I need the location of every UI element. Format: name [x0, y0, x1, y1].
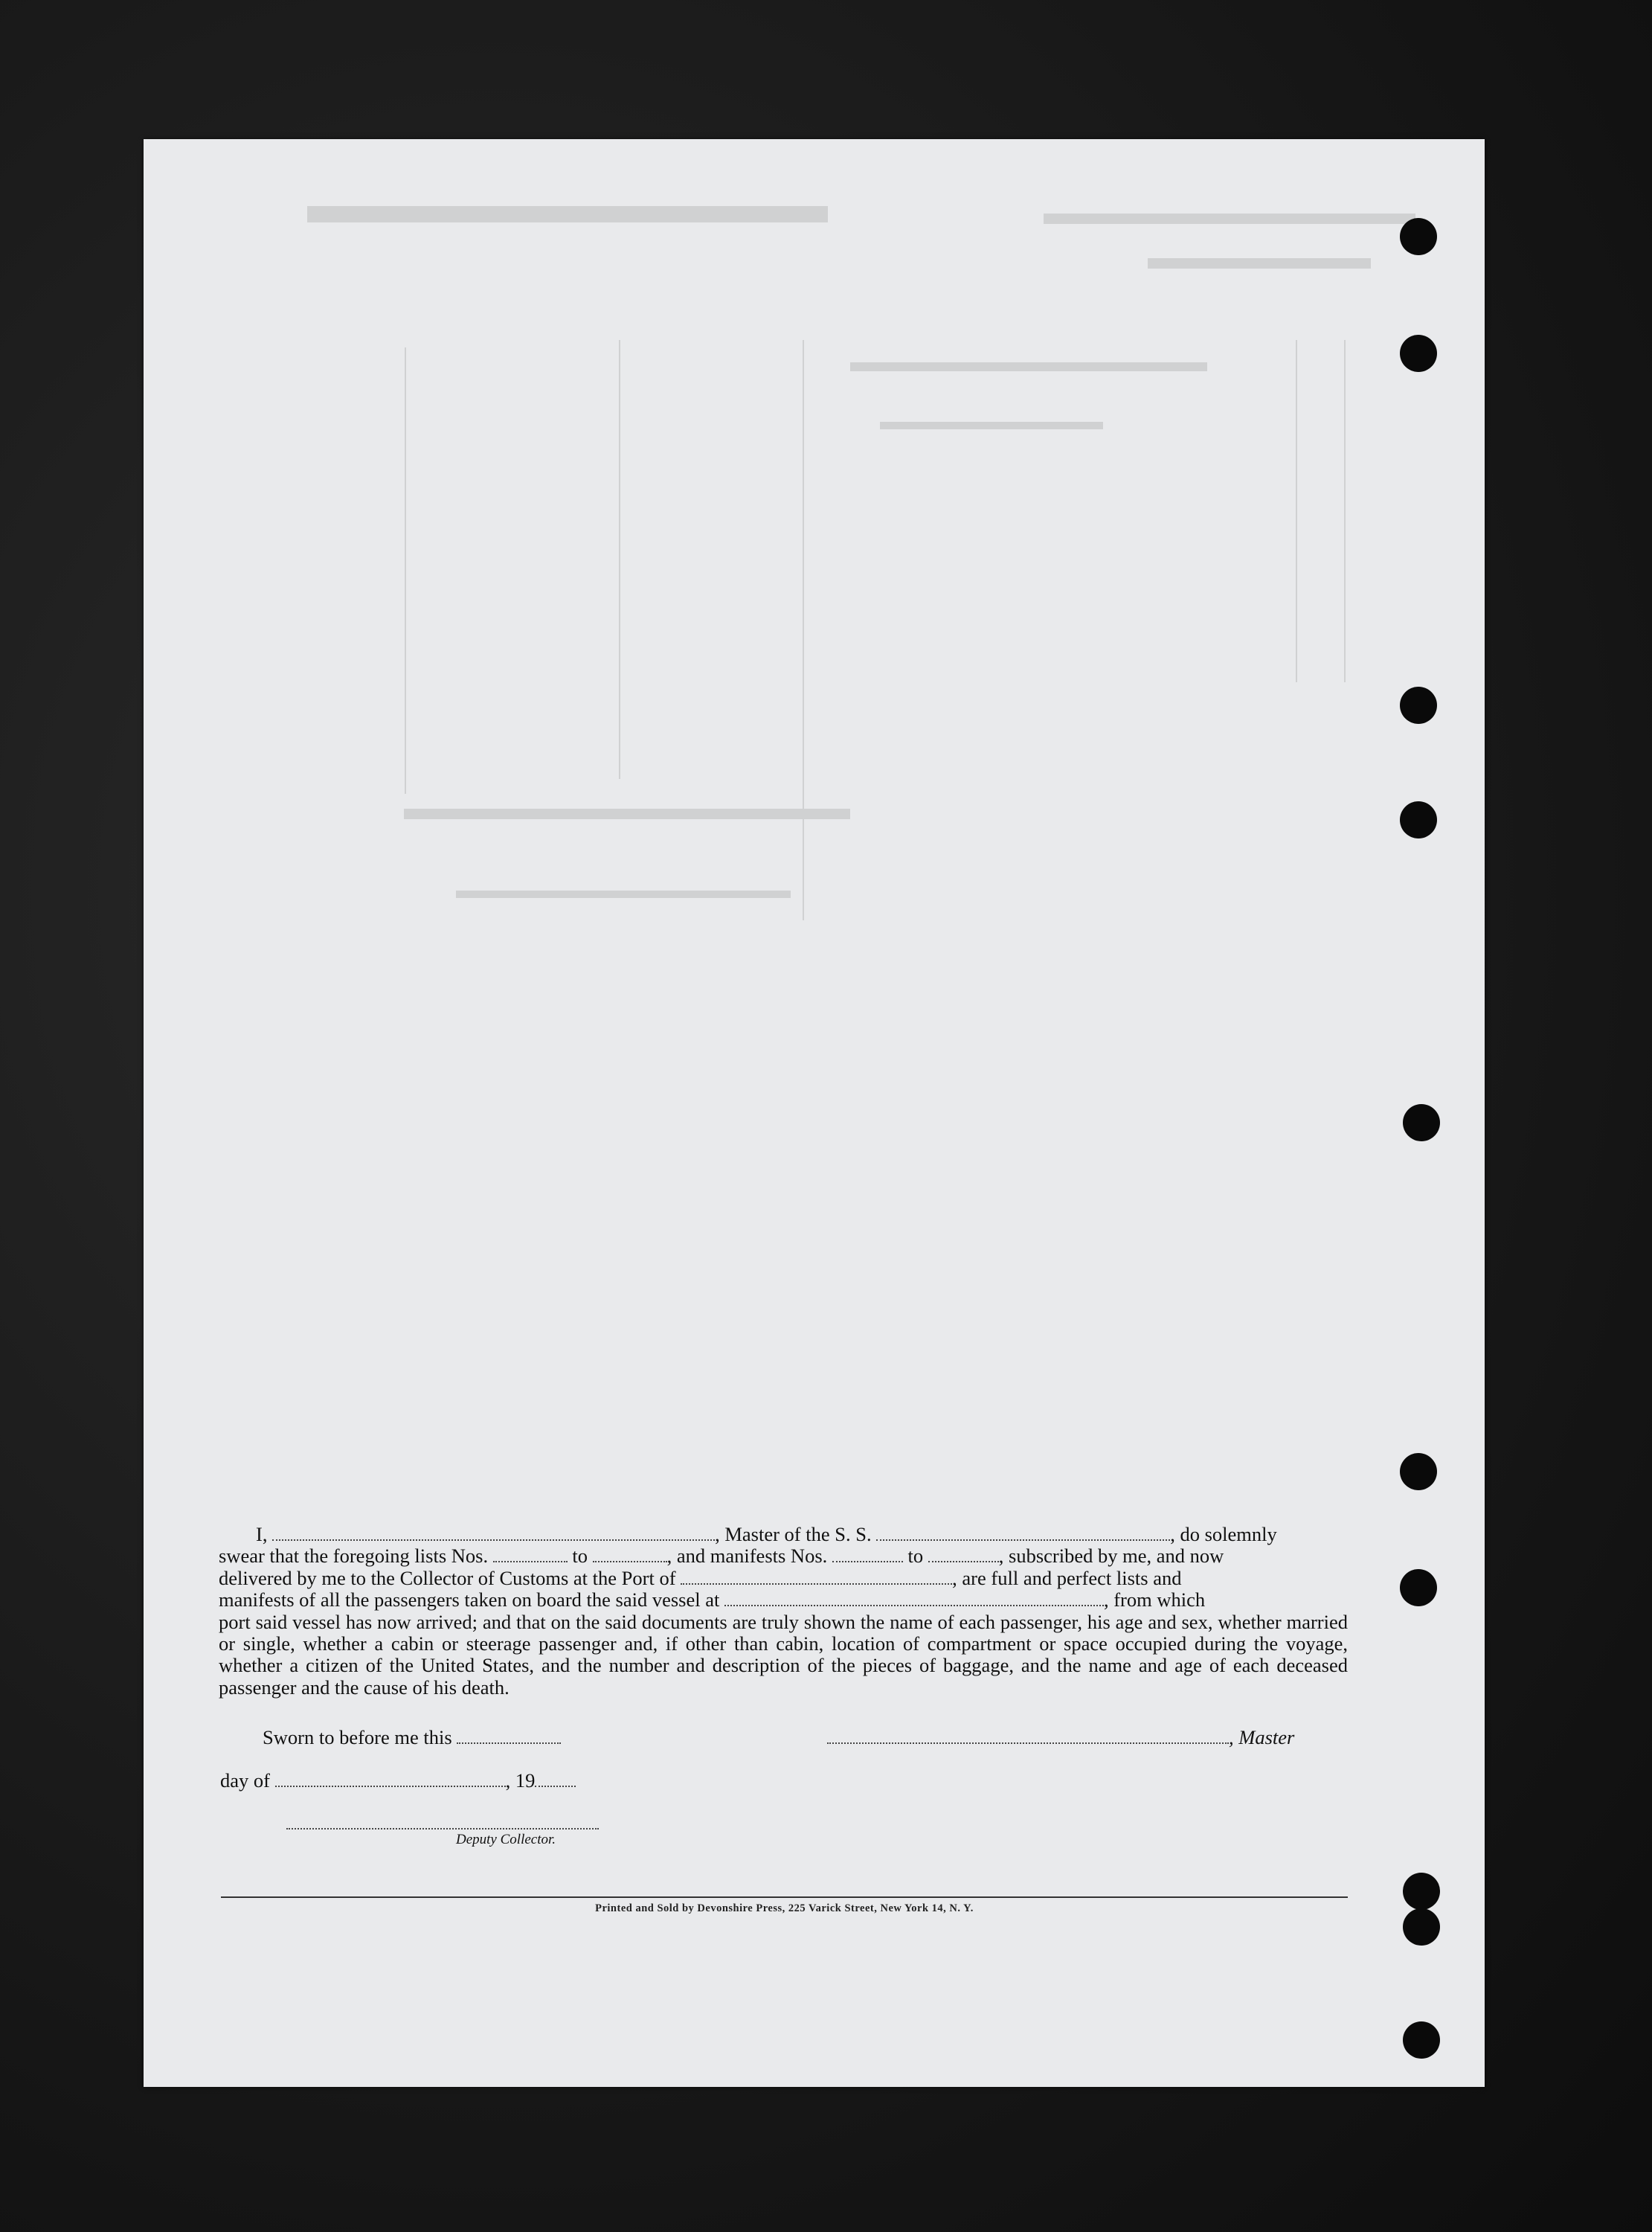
- day-of-line: [220, 1769, 576, 1792]
- manifest-page: [144, 139, 1485, 2087]
- day-of-label: day of: [220, 1769, 270, 1792]
- master-signature-line: [827, 1726, 1294, 1749]
- deputy-signature-field[interactable]: [286, 1815, 599, 1829]
- oath-manifests-nos: , and manifests Nos.: [666, 1545, 828, 1568]
- manifests-from-field[interactable]: [832, 1548, 903, 1562]
- oath-from-which: , from which: [1103, 1588, 1206, 1612]
- deputy-collector-label: Deputy Collector.: [456, 1832, 556, 1847]
- oath-body: port said vessel has now arrived; and that on the said documents are truly shown the name of each passenger, his age and sex, whether married or single, whether a cabin or steerage passenger and, if other than cabin, location of compartment or space occupied during the voyage, whether a citizen of the United States, and the number and description of the pieces of baggage, and the name and age of each deceased passenger and the cause of his death.: [219, 1610, 1348, 1699]
- printer-imprint: Printed and Sold by Devonshire Press, 225 Varick Street, New York 14, N. Y.: [595, 1902, 974, 1914]
- year-field[interactable]: [535, 1772, 576, 1787]
- lists-to-field[interactable]: [593, 1548, 667, 1562]
- punch-hole: [1400, 335, 1437, 372]
- oath-master-of-ss: , Master of the S. S.: [715, 1523, 872, 1545]
- footer-rule: [221, 1896, 1348, 1898]
- oath-lists-nos: swear that the foregoing lists Nos.: [219, 1545, 489, 1568]
- punch-hole: [1403, 1908, 1440, 1946]
- punch-hole: [1400, 1453, 1437, 1490]
- master-name-field[interactable]: [272, 1526, 715, 1541]
- punch-hole: [1403, 2021, 1440, 2059]
- oath-subscribed: , subscribed by me, and now: [998, 1545, 1224, 1568]
- master-label: , Master: [1229, 1726, 1295, 1748]
- punch-hole: [1400, 1569, 1437, 1606]
- punch-hole: [1403, 1873, 1440, 1910]
- oath-do-solemnly: , do solemnly: [1170, 1523, 1277, 1545]
- punch-hole: [1400, 801, 1437, 838]
- month-field[interactable]: [275, 1772, 506, 1787]
- punch-hole: [1400, 218, 1437, 255]
- oath-i: I,: [256, 1523, 268, 1545]
- port-field[interactable]: [681, 1570, 952, 1585]
- year-label: , 19: [505, 1769, 536, 1792]
- oath-full-perfect: , are full and perfect lists and: [952, 1566, 1182, 1589]
- punch-hole: [1400, 687, 1437, 724]
- departure-port-field[interactable]: [724, 1591, 1104, 1606]
- punch-hole: [1403, 1104, 1440, 1141]
- oath-taken-on-board: manifests of all the passengers taken on board the said vessel at: [219, 1588, 720, 1612]
- ship-name-field[interactable]: [876, 1526, 1170, 1541]
- master-signature-field[interactable]: [827, 1729, 1229, 1744]
- bleed-through-table: [144, 139, 1485, 1106]
- oath-to-2: to: [907, 1545, 924, 1568]
- manifests-to-field[interactable]: [928, 1548, 999, 1562]
- sworn-label: Sworn to before me this: [263, 1726, 452, 1748]
- sworn-line: [263, 1726, 561, 1749]
- oath-to-1: to: [572, 1545, 588, 1568]
- sworn-day-field[interactable]: [457, 1729, 561, 1744]
- oath-collector-port: delivered by me to the Collector of Customs at the Port of: [219, 1566, 676, 1589]
- lists-from-field[interactable]: [493, 1548, 568, 1562]
- oath-paragraph: [219, 1524, 1348, 1699]
